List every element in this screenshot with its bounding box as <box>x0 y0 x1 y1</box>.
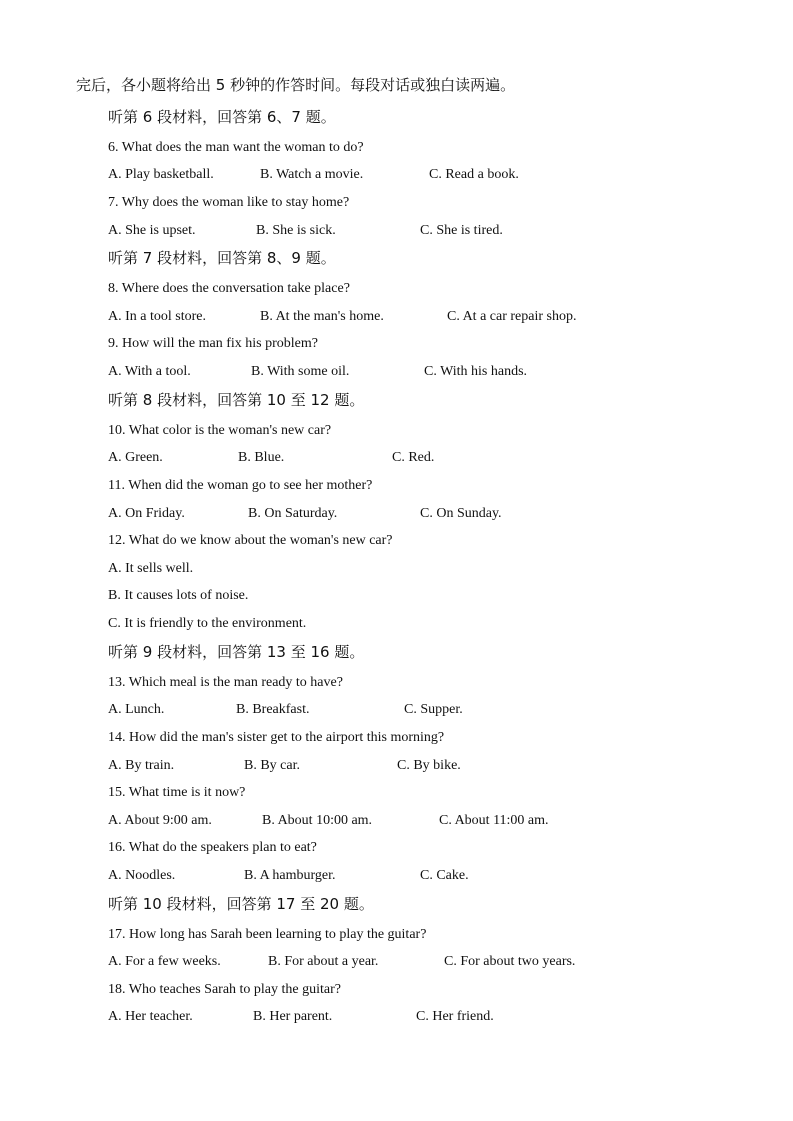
option-a: A. Her teacher. <box>108 1009 193 1024</box>
option-a: A. Lunch. <box>108 702 165 717</box>
option-b: B. About 10:00 am. <box>262 813 373 828</box>
option-b: B. For about a year. <box>268 954 379 969</box>
option-c: C. It is friendly to the environment. <box>108 616 307 631</box>
option-c: C. On Sunday. <box>420 506 502 521</box>
question-17: 17. How long has Sarah been learning to play the guitar? <box>108 927 427 942</box>
question-7: 7. Why does the woman like to stay home? <box>108 195 350 210</box>
option-a: A. She is upset. <box>108 223 196 238</box>
option-a: A. For a few weeks. <box>108 954 221 969</box>
option-a: A. Green. <box>108 450 163 465</box>
section-heading: 听第 10 段材料，回答第 17 至 20 题。 <box>108 895 374 913</box>
option-b: B. It causes lots of noise. <box>108 588 249 603</box>
section-heading: 听第 7 段材料，回答第 8、9 题。 <box>108 249 336 267</box>
option-b: B. A hamburger. <box>244 868 336 883</box>
option-b: B. At the man's home. <box>260 309 384 324</box>
option-c: C. By bike. <box>397 758 461 773</box>
question-15: 15. What time is it now? <box>108 785 246 800</box>
option-a: A. With a tool. <box>108 364 191 379</box>
option-c: C. Her friend. <box>416 1009 494 1024</box>
option-b: B. Her parent. <box>253 1009 333 1024</box>
option-a: A. By train. <box>108 758 175 773</box>
option-b: B. Watch a movie. <box>260 167 364 182</box>
question-11: 11. When did the woman go to see her mother? <box>108 478 373 493</box>
option-c: C. Cake. <box>420 868 469 883</box>
question-8: 8. Where does the conversation take place? <box>108 281 350 296</box>
question-12: 12. What do we know about the woman's new car? <box>108 533 393 548</box>
option-a: A. On Friday. <box>108 506 185 521</box>
option-b: B. With some oil. <box>251 364 350 379</box>
option-c: C. Read a book. <box>429 167 519 182</box>
question-18: 18. Who teaches Sarah to play the guitar? <box>108 982 341 997</box>
option-b: B. On Saturday. <box>248 506 338 521</box>
option-c: C. Red. <box>392 450 435 465</box>
option-c: C. With his hands. <box>424 364 528 379</box>
section-heading: 听第 6 段材料，回答第 6、7 题。 <box>108 108 336 126</box>
section-heading: 听第 8 段材料，回答第 10 至 12 题。 <box>108 391 365 409</box>
option-a: A. In a tool store. <box>108 309 206 324</box>
option-c: C. Supper. <box>404 702 463 717</box>
option-c: C. For about two years. <box>444 954 576 969</box>
option-b: B. By car. <box>244 758 300 773</box>
option-a: A. It sells well. <box>108 561 194 576</box>
option-a: A. About 9:00 am. <box>108 813 212 828</box>
option-b: B. Blue. <box>238 450 285 465</box>
question-13: 13. Which meal is the man ready to have? <box>108 675 343 690</box>
option-c: C. She is tired. <box>420 223 503 238</box>
option-c: C. About 11:00 am. <box>439 813 549 828</box>
question-16: 16. What do the speakers plan to eat? <box>108 840 317 855</box>
question-6: 6. What does the man want the woman to do? <box>108 140 364 155</box>
option-c: C. At a car repair shop. <box>447 309 577 324</box>
question-10: 10. What color is the woman's new car? <box>108 423 332 438</box>
option-b: B. Breakfast. <box>236 702 310 717</box>
question-9: 9. How will the man fix his problem? <box>108 336 318 351</box>
option-b: B. She is sick. <box>256 223 336 238</box>
section-heading: 听第 9 段材料，回答第 13 至 16 题。 <box>108 643 365 661</box>
question-14: 14. How did the man's sister get to the airport this morning? <box>108 730 445 745</box>
option-a: A. Play basketball. <box>108 167 214 182</box>
intro-text: 完后，各小题将给出 5 秒钟的作答时间。每段对话或独白读两遍。 <box>76 76 516 94</box>
option-a: A. Noodles. <box>108 868 176 883</box>
